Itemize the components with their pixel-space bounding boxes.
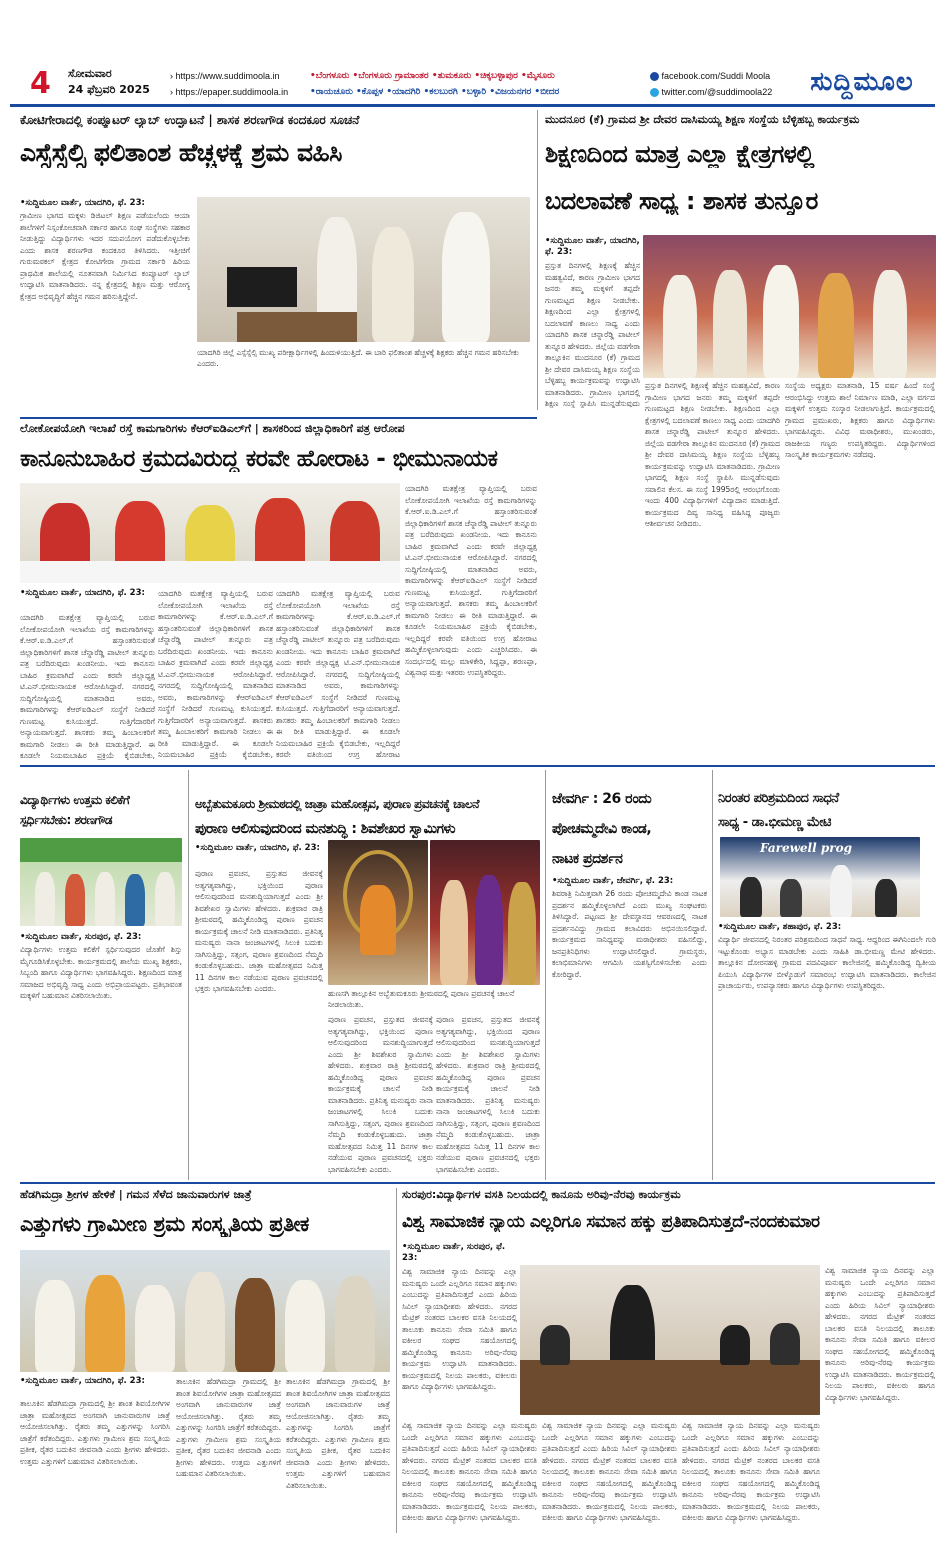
story6-headline-3: ನಾಟಕ ಪ್ರದರ್ಶನ	[552, 851, 623, 867]
story2-byline: •ಸುದ್ದಿಮೂಲ ವಾರ್ತೆ, ಯಾದಗಿರಿ, ಫೆ. 23:	[545, 236, 640, 257]
story5-body-1: ಪುರಾಣ ಪ್ರವಚನ, ಪ್ರಸ್ತುತದ ಜೀವನಕ್ಕೆ ಅತ್ಯಗತ್ಯವಾಗಿದ್ದು, ಭಕ್ತಿಯಿಂದ ಪುರಾಣ ಆಲಿಸುವುದರಿಂದ ಮನಶುದ್ಧಿಯಾಗುತ್ತದೆ ಎಂದು ಶ್ರೀ ಶಿವಶೇಖರ ಸ್ವಾಮಿಗಳು ಹೇಳಿದರು. ಶುಕ್ರವಾರ ರಾತ್ರಿ ಶ್ರೀಮಠದಲ್ಲಿ ಹಮ್ಮಿಕೊಂಡಿದ್ದ ಪುರಾಣ ಪ್ರವಚನ ಕಾರ್ಯಕ್ರಮಕ್ಕೆ ಚಾಲನೆ ನೀಡಿ ಮಾತನಾಡಿದರು. ಪ್ರತಿನಿತ್ಯ ಮನುಷ್ಯರು ನಾನಾ ಜಂಜಾಟಗಳಲ್ಲಿ ಸಿಲುಕಿ ಬದುಕು ಸಾಗಿಸುತ್ತಿದ್ದು, ಸತ್ಸಂಗ, ಪುರಾಣ ಶ್ರವಣದಿಂದ ನೆಮ್ಮದಿ ಕಂಡುಕೊಳ್ಳಬಹುದು. ಜಾತ್ರಾ ಮಹೋತ್ಸವದ ನಿಮಿತ್ತ 11 ದಿನಗಳ ಕಾಲ ನಡೆಯುವ ಪುರಾಣ ಪ್ರವಚನದಲ್ಲಿ ಭಕ್ತರು ಭಾಗವಹಿಸಬೇಕು ಎಂದರು.	[195, 869, 323, 993]
cities-line-2: •ರಾಯಚೂರು •ಕೊಪ್ಪಳ •ಯಾದಗಿರಿ •ಕಲಬುರಗಿ •ಬಳ್ಳಾರಿ •ವಿಜಯನಗರ •ಬೀದರ	[310, 87, 560, 97]
story4-headline: ವಿದ್ಯಾರ್ಥಿಗಳು ಉತ್ತಮ ಕಲಿಕೆಗೆ ಸ್ಪರ್ಧಿಸಬೇಕು: ಶರಣಗೌಡ	[20, 793, 130, 827]
story8-photo	[20, 1250, 390, 1372]
story1-headline: ಎಸ್ಸೆಸ್ಸೆಲ್ಸಿ ಫಲಿತಾಂಶ ಹೆಚ್ಚಳಕ್ಕೆ ಶ್ರಮ ವಹಿಸಿ	[20, 138, 342, 167]
story7-headline-2: ಸಾಧ್ಯ - ಡಾ.ಭೀಮಣ್ಣ ಮೇಟಿ	[718, 815, 831, 830]
facebook-link[interactable]: facebook.com/Suddi Moola	[661, 71, 771, 81]
cities-line-1: •ಬೆಂಗಳೂರು •ಬೆಂಗಳೂರು ಗ್ರಾಮಾಂತರ •ತುಮಕೂರು •ಚಿಕ್ಕಬಳ್ಳಾಪುರ •ಮೈಸೂರು	[310, 71, 555, 81]
twitter-icon	[650, 88, 659, 97]
story6-headline-2: ಪೋಚಮ್ಮದೇವಿ ಕಾಂಡ,	[552, 821, 652, 837]
story2-kicker: ಮುದನೂರ (ಕೆ) ಗ್ರಾಮದ ಶ್ರೀ ದೇವರ ದಾಸಿಮಯ್ಯ ಶಿಕ್ಷಣ ಸಂಸ್ಥೆಯ ಬೆಳ್ಳಿಹಬ್ಬ ಕಾರ್ಯಕ್ರಮ	[545, 113, 860, 126]
story5-body-2: ಪುರಾಣ ಪ್ರವಚನ, ಪ್ರಸ್ತುತದ ಜೀವನಕ್ಕೆ ಅತ್ಯಗತ್ಯವಾಗಿದ್ದು, ಭಕ್ತಿಯಿಂದ ಪುರಾಣ ಆಲಿಸುವುದರಿಂದ ಮನಶುದ್ಧಿಯಾಗುತ್ತದೆ ಎಂದು ಶ್ರೀ ಶಿವಶೇಖರ ಸ್ವಾಮಿಗಳು ಹೇಳಿದರು. ಶುಕ್ರವಾರ ರಾತ್ರಿ ಶ್ರೀಮಠದಲ್ಲಿ ಹಮ್ಮಿಕೊಂಡಿದ್ದ ಪುರಾಣ ಪ್ರವಚನ ಕಾರ್ಯಕ್ರಮಕ್ಕೆ ಚಾಲನೆ ನೀಡಿ ಮಾತನಾಡಿದರು. ಪ್ರತಿನಿತ್ಯ ಮನುಷ್ಯರು ನಾನಾ ಜಂಜಾಟಗಳಲ್ಲಿ ಸಿಲುಕಿ ಬದುಕು ಸಾಗಿಸುತ್ತಿದ್ದು, ಸತ್ಸಂಗ, ಪುರಾಣ ಶ್ರವಣದಿಂದ ನೆಮ್ಮದಿ ಕಂಡುಕೊಳ್ಳಬಹುದು. ಜಾತ್ರಾ ಮಹೋತ್ಸವದ ನಿಮಿತ್ತ 11 ದಿನಗಳ ಕಾಲ ನಡೆಯುವ ಪುರಾಣ ಪ್ರವಚನದಲ್ಲಿ ಭಕ್ತರು ಭಾಗವಹಿಸಬೇಕು ಎಂದರು.	[328, 1015, 433, 1174]
story8-kicker: ಹೆಡಗಿಮದ್ರಾ ಶ್ರೀಗಳ ಹೇಳಿಕೆ | ಗಮನ ಸೆಳೆದ ಜಾನುವಾರುಗಳ ಜಾತ್ರೆ	[20, 1188, 252, 1201]
story5-headline-2: ಪುರಾಣ ಆಲಿಸುವುದರಿಂದ ಮನಶುದ್ಧಿ : ಶಿವಶೇಖರ ಸ್ವಾಮಿಗಳು	[195, 821, 456, 837]
farewell-banner: Farewell prog	[760, 841, 852, 855]
story8-body-3: ತಾಲೂಕಿನ ಹೆಡಗಿಮದ್ರಾ ಗ್ರಾಮದಲ್ಲಿ ಶ್ರೀ ಶಾಂತ ಶಿವಯೋಗಿಗಳ ಜಾತ್ರಾ ಮಹೋತ್ಸವದ ಅಂಗವಾಗಿ ಜಾನುವಾರುಗಳ ಜಾತ್ರೆ ಆಯೋಜಿಸಲಾಗಿತ್ತು. ರೈತರು ತಮ್ಮ ಎತ್ತುಗಳನ್ನು ಸಿಂಗರಿಸಿ ಜಾತ್ರೆಗೆ ಕರೆತಂದಿದ್ದರು. ಎತ್ತುಗಳು ಗ್ರಾಮೀಣ ಶ್ರಮ ಸಂಸ್ಕೃತಿಯ ಪ್ರತೀಕ, ರೈತರ ಬದುಕಿನ ಜೀವನಾಡಿ ಎಂದು ಶ್ರೀಗಳು ಹೇಳಿದರು. ಉತ್ತಮ ಎತ್ತುಗಳಿಗೆ ಬಹುಮಾನ ವಿತರಿಸಲಾಯಿತು.	[286, 1377, 390, 1490]
story1-photo	[197, 197, 530, 342]
page-number: 4	[30, 66, 51, 101]
story9-body-5: ವಿಶ್ವ ಸಾಮಾಜಿಕ ನ್ಯಾಯ ದಿನವನ್ನು ಎಲ್ಲಾ ಮನುಷ್ಯರು ಒಂದೇ ಎಲ್ಲರಿಗೂ ಸಮಾನ ಹಕ್ಕುಗಳು ಎಂಬುದನ್ನು ಪ್ರತಿಪಾದಿಸುತ್ತದೆ ಎಂದು ಹಿರಿಯ ಸಿವಿಲ್ ನ್ಯಾಯಾಧೀಶರು ಹೇಳಿದರು. ನಗರದ ಮೆಟ್ರಿಕ್ ನಂತರದ ಬಾಲಕರ ವಸತಿ ನಿಲಯದಲ್ಲಿ ತಾಲೂಕು ಕಾನೂನು ಸೇವಾ ಸಮಿತಿ ಹಾಗೂ ವಕೀಲರ ಸಂಘದ ಸಹಯೋಗದಲ್ಲಿ ಹಮ್ಮಿಕೊಂಡಿದ್ದ ಕಾನೂನು ಅರಿವು-ನೆರವು ಕಾರ್ಯಕ್ರಮ ಉದ್ಘಾಟಿಸಿ ಮಾತನಾಡಿದರು. ಕಾರ್ಯಕ್ರಮದಲ್ಲಿ ನಿಲಯ ಪಾಲಕರು, ವಕೀಲರು ಹಾಗೂ ವಿದ್ಯಾರ್ಥಿಗಳು ಭಾಗವಹಿಸಿದ್ದರು.	[682, 1421, 820, 1522]
story1-kicker: ಕೋಟಿಗೇರಾದಲ್ಲಿ ಕಂಪ್ಯೂಟರ್ ಲ್ಯಾಬ್ ಉದ್ಘಾಟನೆ | ಶಾಸಕ ಶರಣಗೌಡ ಕಂದಕೂರ ಸೂಚನೆ	[20, 113, 360, 127]
story9-byline: •ಸುದ್ದಿಮೂಲ ವಾರ್ತೆ, ಸುರಪುರ, ಫೆ. 23:	[402, 1242, 506, 1263]
day: ಸೋಮವಾರ	[68, 67, 112, 80]
story6-headline-1: ಜೇವರ್ಗಿ : 26 ರಂದು	[552, 791, 652, 807]
date-block	[68, 66, 150, 98]
story2-body-left: ಪ್ರಸ್ತುತ ದಿನಗಳಲ್ಲಿ ಶಿಕ್ಷಣಕ್ಕೆ ಹೆಚ್ಚಿನ ಮಹತ್ವವಿದೆ, ಕಾರಣ ಗ್ರಾಮೀಣ ಭಾಗದ ಜನರು ತಮ್ಮ ಮಕ್ಕಳಿಗೆ ತಪ್ಪದೇ ಗುಣಮಟ್ಟದ ಶಿಕ್ಷಣ ನೀಡಬೇಕು. ಶಿಕ್ಷಣದಿಂದ ಎಲ್ಲಾ ಕ್ಷೇತ್ರಗಳಲ್ಲಿ ಬದಲಾವಣೆ ಕಾಣಲು ಸಾಧ್ಯ ಎಂದು ಯಾದಗಿರಿ ಶಾಸಕ ಚನ್ನಾರೆಡ್ಡಿ ಪಾಟೀಲ್ ತುನ್ನೂರ ಹೇಳಿದರು. ಜಿಲ್ಲೆಯ ವಡಗೇರಾ ತಾಲ್ಲೂಕಿನ ಮುದನೂರ (ಕೆ) ಗ್ರಾಮದ ಶ್ರೀ ದೇವರ ದಾಸಿಮಯ್ಯ ಶಿಕ್ಷಣ ಸಂಸ್ಥೆಯ ಬೆಳ್ಳಿಹಬ್ಬ ಕಾರ್ಯಕ್ರಮವನ್ನು ಉದ್ಘಾಟಿಸಿ ಮಾತನಾಡಿದರು. ಗ್ರಾಮೀಣ ಭಾಗದಲ್ಲಿ ಶಿಕ್ಷಣ ಸಂಸ್ಥೆ ಸ್ಥಾಪಿಸಿ ಮುನ್ನಡೆಸುವುದು	[545, 261, 640, 408]
masthead-rule	[10, 104, 935, 107]
story9-kicker: ಸುರಪುರ:ವಿದ್ಯಾರ್ಥಿಗಳ ವಸತಿ ನಿಲಯದಲ್ಲಿ ಕಾನೂನು ಅರಿವು-ನೆರವು ಕಾರ್ಯಕ್ರಮ	[402, 1188, 681, 1201]
city-list	[310, 68, 640, 100]
story2-body-right: ಸಂಸ್ಥೆಯ ಅಧ್ಯಕ್ಷರು ಮಾತನಾಡಿ, 15 ವರ್ಷ ಹಿಂದೆ ಸಂಸ್ಥೆ ಆರಂಭಿಸಿದ್ದು ಉತ್ತಮ ಶಾಲೆ ನಿರ್ಮಾಣ ಮಾಡಿ, ಎಲ್ಲಾ ವರ್ಗದ ಮಕ್ಕಳಿಗೆ ಉತ್ತಮ ಸಂಸ್ಕಾರ ನೀಡಲಾಗುತ್ತಿದೆ. ಕಾರ್ಯಕ್ರಮದಲ್ಲಿ ಗ್ರಾಮದ ಪ್ರಮುಖರು, ಶಿಕ್ಷಕರು ಹಾಗೂ ವಿದ್ಯಾರ್ಥಿಗಳು ಭಾಗವಹಿಸಿದ್ದರು. ವಿವಿಧ ಮಠಾಧೀಶರು, ಮುಖಂಡರು, ರಾಜಕೀಯ ಗಣ್ಯರು ಉಪಸ್ಥಿತರಿದ್ದರು. ವಿದ್ಯಾರ್ಥಿಗಳಿಂದ ಸಾಂಸ್ಕೃತಿಕ ಕಾರ್ಯಕ್ರಮಗಳು ನಡೆದವು.	[785, 381, 935, 459]
story1-body: ಗ್ರಾಮೀಣ ಭಾಗದ ಮಕ್ಕಳು ಡಿಜಿಟಲ್ ಶಿಕ್ಷಣ ಪಡೆಯಲೆಂದು ಆಯಾ ಶಾಲೆಗಳಿಗೆ ನಿಸ್ಸಂಕೋಚವಾಗಿ ಸರ್ಕಾರ ಹಾಗೂ ಸಂಘ ಸಂಸ್ಥೆಗಳು ಸಹಕಾರ ನೀಡುತ್ತಿದ್ದು ವಿದ್ಯಾರ್ಥಿಗಳು ಇದರ ಸದುಪಯೋಗ ಪಡೆದುಕೊಳ್ಳಬೇಕು ಎಂದು ಶಾಸಕ ಶರಣಗೌಡ ಕಂದಕೂರ ತಿಳಿಸಿದರು. ಇತ್ತೀಚಿಗೆ ಗುರುಮಠಕಲ್ ಕ್ಷೇತ್ರದ ಕೋಟಿಗೇರಾ ಗ್ರಾಮದ ಸರ್ಕಾರಿ ಹಿರಿಯ ಪ್ರಾಥಮಿಕ ಶಾಲೆಯಲ್ಲಿ ನೂತನವಾಗಿ ನಿರ್ಮಿಸಿದ ಕಂಪ್ಯೂಟರ್ ಲ್ಯಾಬ್ ಉದ್ಘಾಟಿಸಿ ಮಾತನಾಡಿದರು. ನನ್ನ ಕ್ಷೇತ್ರದಲ್ಲಿ ಶಿಕ್ಷಣ ಮತ್ತು ಆರೋಗ್ಯ ಕ್ಷೇತ್ರದ ಅಭಿವೃದ್ಧಿಗೆ ಹೆಚ್ಚಿನ ಗಮನ ಹರಿಸುತ್ತಿದ್ದೇನೆ.	[20, 211, 190, 301]
story9-body-1: ವಿಶ್ವ ಸಾಮಾಜಿಕ ನ್ಯಾಯ ದಿನವನ್ನು ಎಲ್ಲಾ ಮನುಷ್ಯರು ಒಂದೇ ಎಲ್ಲರಿಗೂ ಸಮಾನ ಹಕ್ಕುಗಳು ಎಂಬುದನ್ನು ಪ್ರತಿಪಾದಿಸುತ್ತದೆ ಎಂದು ಹಿರಿಯ ಸಿವಿಲ್ ನ್ಯಾಯಾಧೀಶರು ಹೇಳಿದರು. ನಗರದ ಮೆಟ್ರಿಕ್ ನಂತರದ ಬಾಲಕರ ವಸತಿ ನಿಲಯದಲ್ಲಿ ತಾಲೂಕು ಕಾನೂನು ಸೇವಾ ಸಮಿತಿ ಹಾಗೂ ವಕೀಲರ ಸಂಘದ ಸಹಯೋಗದಲ್ಲಿ ಹಮ್ಮಿಕೊಂಡಿದ್ದ ಕಾನೂನು ಅರಿವು-ನೆರವು ಕಾರ್ಯಕ್ರಮ ಉದ್ಘಾಟಿಸಿ ಮಾತನಾಡಿದರು. ಕಾರ್ಯಕ್ರಮದಲ್ಲಿ ನಿಲಯ ಪಾಲಕರು, ವಕೀಲರು ಹಾಗೂ ವಿದ್ಯಾರ್ಥಿಗಳು ಭಾಗವಹಿಸಿದ್ದರು.	[402, 1267, 517, 1391]
social-links	[650, 68, 772, 100]
chevron-right-icon: ›	[170, 71, 173, 81]
story8-body-1: ತಾಲೂಕಿನ ಹೆಡಗಿಮದ್ರಾ ಗ್ರಾಮದಲ್ಲಿ ಶ್ರೀ ಶಾಂತ ಶಿವಯೋಗಿಗಳ ಜಾತ್ರಾ ಮಹೋತ್ಸವದ ಅಂಗವಾಗಿ ಜಾನುವಾರುಗಳ ಜಾತ್ರೆ ಆಯೋಜಿಸಲಾಗಿತ್ತು. ರೈತರು ತಮ್ಮ ಎತ್ತುಗಳನ್ನು ಸಿಂಗರಿಸಿ ಜಾತ್ರೆಗೆ ಕರೆತಂದಿದ್ದರು. ಎತ್ತುಗಳು ಗ್ರಾಮೀಣ ಶ್ರಮ ಸಂಸ್ಕೃತಿಯ ಪ್ರತೀಕ, ರೈತರ ಬದುಕಿನ ಜೀವನಾಡಿ ಎಂದು ಶ್ರೀಗಳು ಹೇಳಿದರು. ಉತ್ತಮ ಎತ್ತುಗಳಿಗೆ ಬಹುಮಾನ ವಿತರಿಸಲಾಯಿತು.	[20, 1399, 170, 1466]
story9-headline: ವಿಶ್ವ ಸಾಮಾಜಿಕ ನ್ಯಾಯ ಎಲ್ಲರಿಗೂ ಸಮಾನ ಹಕ್ಕು ಪ್ರತಿಪಾದಿಸುತ್ತದೆ-ನಂದಕುಮಾರ	[402, 1212, 820, 1232]
story3-headline: ಕಾನೂನುಬಾಹಿರ ಕ್ರಮದವಿರುದ್ಧ ಕರವೇ ಹೋರಾಟ - ಭೀಮುನಾಯಕ	[20, 446, 498, 472]
story3-kicker: ಲೋಕೋಪಯೋಗಿ ಇಲಾಖೆ ರಸ್ತೆ ಕಾಮಗಾರಿಗಳು ಕೆಆರ್‌ಐಡಿಎಲ್‌ಗೆ | ಶಾಸಕರಿಂದ ಜಿಲ್ಲಾಧಿಕಾರಿಗೆ ಪತ್ರ ಆರೋಪ	[20, 422, 405, 435]
story2-headline-2: ಬದಲಾವಣೆ ಸಾಧ್ಯ : ಶಾಸಕ ತುನ್ನೂರ	[545, 187, 818, 215]
story9-body-4: ವಿಶ್ವ ಸಾಮಾಜಿಕ ನ್ಯಾಯ ದಿನವನ್ನು ಎಲ್ಲಾ ಮನುಷ್ಯರು ಒಂದೇ ಎಲ್ಲರಿಗೂ ಸಮಾನ ಹಕ್ಕುಗಳು ಎಂಬುದನ್ನು ಪ್ರತಿಪಾದಿಸುತ್ತದೆ ಎಂದು ಹಿರಿಯ ಸಿವಿಲ್ ನ್ಯಾಯಾಧೀಶರು ಹೇಳಿದರು. ನಗರದ ಮೆಟ್ರಿಕ್ ನಂತರದ ಬಾಲಕರ ವಸತಿ ನಿಲಯದಲ್ಲಿ ತಾಲೂಕು ಕಾನೂನು ಸೇವಾ ಸಮಿತಿ ಹಾಗೂ ವಕೀಲರ ಸಂಘದ ಸಹಯೋಗದಲ್ಲಿ ಹಮ್ಮಿಕೊಂಡಿದ್ದ ಕಾನೂನು ಅರಿವು-ನೆರವು ಕಾರ್ಯಕ್ರಮ ಉದ್ಘಾಟಿಸಿ ಮಾತನಾಡಿದರು. ಕಾರ್ಯಕ್ರಮದಲ್ಲಿ ನಿಲಯ ಪಾಲಕರು, ವಕೀಲರು ಹಾಗೂ ವಿದ್ಯಾರ್ಥಿಗಳು ಭಾಗವಹಿಸಿದ್ದರು.	[542, 1421, 677, 1522]
story3-photo	[20, 483, 400, 583]
story5-photo-1	[328, 840, 428, 985]
masthead	[10, 62, 935, 102]
story4-photo	[20, 838, 182, 926]
story5-caption: ಹುಣಸಗಿ ತಾಲ್ಲೂಕಿನ ಅಬ್ಬೆತುಮಕೂರು ಶ್ರೀಮಠದಲ್ಲಿ ಪುರಾಣ ಪ್ರವಚನಕ್ಕೆ ಚಾಲನೆ ನೀಡಲಾಯಿತು.	[328, 989, 515, 1009]
facebook-icon	[650, 72, 659, 81]
story1-byline: •ಸುದ್ದಿಮೂಲ ವಾರ್ತೆ, ಯಾದಗಿರಿ, ಫೆ. 23:	[20, 198, 145, 208]
story9-body-2: ವಿಶ್ವ ಸಾಮಾಜಿಕ ನ್ಯಾಯ ದಿನವನ್ನು ಎಲ್ಲಾ ಮನುಷ್ಯರು ಒಂದೇ ಎಲ್ಲರಿಗೂ ಸಮಾನ ಹಕ್ಕುಗಳು ಎಂಬುದನ್ನು ಪ್ರತಿಪಾದಿಸುತ್ತದೆ ಎಂದು ಹಿರಿಯ ಸಿವಿಲ್ ನ್ಯಾಯಾಧೀಶರು ಹೇಳಿದರು. ನಗರದ ಮೆಟ್ರಿಕ್ ನಂತರದ ಬಾಲಕರ ವಸತಿ ನಿಲಯದಲ್ಲಿ ತಾಲೂಕು ಕಾನೂನು ಸೇವಾ ಸಮಿತಿ ಹಾಗೂ ವಕೀಲರ ಸಂಘದ ಸಹಯೋಗದಲ್ಲಿ ಹಮ್ಮಿಕೊಂಡಿದ್ದ ಕಾನೂನು ಅರಿವು-ನೆರವು ಕಾರ್ಯಕ್ರಮ ಉದ್ಘಾಟಿಸಿ ಮಾತನಾಡಿದರು. ಕಾರ್ಯಕ್ರಮದಲ್ಲಿ ನಿಲಯ ಪಾಲಕರು, ವಕೀಲರು ಹಾಗೂ ವಿದ್ಯಾರ್ಥಿಗಳು ಭಾಗವಹಿಸಿದ್ದರು.	[825, 1266, 935, 1402]
story1-caption: ಯಾದಗಿರಿ ಜಿಲ್ಲೆ ಎಸ್ಸೆಸ್ಸೆಲ್ಸಿ ಮುಖ್ಯ ಪರೀಕ್ಷಾರ್ಥಿಗಳಲ್ಲಿ ಹಿಂದುಳಿಯುತ್ತಿದೆ. ಈ ಬಾರಿ ಫಲಿತಾಂಶ ಹೆಚ್ಚಳಕ್ಕೆ ಶಿಕ್ಷಕರು ಹೆಚ್ಚಿನ ಗಮನ ಹರಿಸಬೇಕು ಎಂದರು.	[197, 348, 519, 368]
story5-photo-2	[430, 840, 540, 985]
story9-body-3: ವಿಶ್ವ ಸಾಮಾಜಿಕ ನ್ಯಾಯ ದಿನವನ್ನು ಎಲ್ಲಾ ಮನುಷ್ಯರು ಒಂದೇ ಎಲ್ಲರಿಗೂ ಸಮಾನ ಹಕ್ಕುಗಳು ಎಂಬುದನ್ನು ಪ್ರತಿಪಾದಿಸುತ್ತದೆ ಎಂದು ಹಿರಿಯ ಸಿವಿಲ್ ನ್ಯಾಯಾಧೀಶರು ಹೇಳಿದರು. ನಗರದ ಮೆಟ್ರಿಕ್ ನಂತರದ ಬಾಲಕರ ವಸತಿ ನಿಲಯದಲ್ಲಿ ತಾಲೂಕು ಕಾನೂನು ಸೇವಾ ಸಮಿತಿ ಹಾಗೂ ವಕೀಲರ ಸಂಘದ ಸಹಯೋಗದಲ್ಲಿ ಹಮ್ಮಿಕೊಂಡಿದ್ದ ಕಾನೂನು ಅರಿವು-ನೆರವು ಕಾರ್ಯಕ್ರಮ ಉದ್ಘಾಟಿಸಿ ಮಾತನಾಡಿದರು. ಕಾರ್ಯಕ್ರಮದಲ್ಲಿ ನಿಲಯ ಪಾಲಕರು, ವಕೀಲರು ಹಾಗೂ ವಿದ್ಯಾರ್ಥಿಗಳು ಭಾಗವಹಿಸಿದ್ದರು.	[402, 1421, 537, 1522]
site-links	[170, 68, 288, 100]
date: 24 ಫೆಬ್ರವರಿ 2025	[68, 83, 150, 96]
story4-byline: •ಸುದ್ದಿಮೂಲ ವಾರ್ತೆ, ಸುರಪುರ, ಫೆ. 23:	[20, 932, 142, 942]
twitter-link[interactable]: twitter.com/@suddimoola22	[661, 87, 773, 97]
story8-body-2: ತಾಲೂಕಿನ ಹೆಡಗಿಮದ್ರಾ ಗ್ರಾಮದಲ್ಲಿ ಶ್ರೀ ಶಾಂತ ಶಿವಯೋಗಿಗಳ ಜಾತ್ರಾ ಮಹೋತ್ಸವದ ಅಂಗವಾಗಿ ಜಾನುವಾರುಗಳ ಜಾತ್ರೆ ಆಯೋಜಿಸಲಾಗಿತ್ತು. ರೈತರು ತಮ್ಮ ಎತ್ತುಗಳನ್ನು ಸಿಂಗರಿಸಿ ಜಾತ್ರೆಗೆ ಕರೆತಂದಿದ್ದರು. ಎತ್ತುಗಳು ಗ್ರಾಮೀಣ ಶ್ರಮ ಸಂಸ್ಕೃತಿಯ ಪ್ರತೀಕ, ರೈತರ ಬದುಕಿನ ಜೀವನಾಡಿ ಎಂದು ಶ್ರೀಗಳು ಹೇಳಿದರು. ಉತ್ತಮ ಎತ್ತುಗಳಿಗೆ ಬಹುಮಾನ ವಿತರಿಸಲಾಯಿತು.	[176, 1377, 281, 1478]
epaper-link[interactable]: https://epaper.suddimoola.in	[175, 87, 289, 97]
story5-body-3: ಪುರಾಣ ಪ್ರವಚನ, ಪ್ರಸ್ತುತದ ಜೀವನಕ್ಕೆ ಅತ್ಯಗತ್ಯವಾಗಿದ್ದು, ಭಕ್ತಿಯಿಂದ ಪುರಾಣ ಆಲಿಸುವುದರಿಂದ ಮನಶುದ್ಧಿಯಾಗುತ್ತದೆ ಎಂದು ಶ್ರೀ ಶಿವಶೇಖರ ಸ್ವಾಮಿಗಳು ಹೇಳಿದರು. ಶುಕ್ರವಾರ ರಾತ್ರಿ ಶ್ರೀಮಠದಲ್ಲಿ ಹಮ್ಮಿಕೊಂಡಿದ್ದ ಪುರಾಣ ಪ್ರವಚನ ಕಾರ್ಯಕ್ರಮಕ್ಕೆ ಚಾಲನೆ ನೀಡಿ ಮಾತನಾಡಿದರು. ಪ್ರತಿನಿತ್ಯ ಮನುಷ್ಯರು ನಾನಾ ಜಂಜಾಟಗಳಲ್ಲಿ ಸಿಲುಕಿ ಬದುಕು ಸಾಗಿಸುತ್ತಿದ್ದು, ಸತ್ಸಂಗ, ಪುರಾಣ ಶ್ರವಣದಿಂದ ನೆಮ್ಮದಿ ಕಂಡುಕೊಳ್ಳಬಹುದು. ಜಾತ್ರಾ ಮಹೋತ್ಸವದ ನಿಮಿತ್ತ 11 ದಿನಗಳ ಕಾಲ ನಡೆಯುವ ಪುರಾಣ ಪ್ರವಚನದಲ್ಲಿ ಭಕ್ತರು ಭಾಗವಹಿಸಬೇಕು ಎಂದರು.	[436, 1015, 540, 1174]
story3-byline: •ಸುದ್ದಿಮೂಲ ವಾರ್ತೆ, ಯಾದಗಿರಿ, ಫೆ. 23:	[20, 588, 145, 598]
story7-body: ವಿದ್ಯಾರ್ಥಿ ಜೀವನದಲ್ಲಿ ನಿರಂತರ ಪರಿಶ್ರಮದಿಂದ ಸಾಧನೆ ಸಾಧ್ಯ. ಆದ್ದರಿಂದ ಈಗಿನಿಂದಲೇ ಗುರಿ ಇಟ್ಟುಕೊಂಡು ಅಭ್ಯಾಸ ಮಾಡಬೇಕು ಎಂದು ಸಾಹಿತಿ ಡಾ.ಭೀಮಣ್ಣ ಮೇಟಿ ಹೇಳಿದರು. ತಾಲ್ಲೂಕಿನ ದೋರನಹಳ್ಳಿ ಗ್ರಾಮದ ಪದವಿಪೂರ್ವ ಕಾಲೇಜಿನಲ್ಲಿ ಹಮ್ಮಿಕೊಂಡಿದ್ದ ದ್ವಿತೀಯ ಪಿಯುಸಿ ವಿದ್ಯಾರ್ಥಿಗಳ ಬೀಳ್ಕೊಡುಗೆ ಸಮಾರಂಭ ಉದ್ಘಾಟಿಸಿ ಮಾತನಾಡಿದರು. ಕಾಲೇಜಿನ ಪ್ರಾಚಾರ್ಯರು, ಉಪನ್ಯಾಸಕರು ಹಾಗೂ ವಿದ್ಯಾರ್ಥಿಗಳು ಉಪಸ್ಥಿತರಿದ್ದರು.	[718, 935, 936, 990]
story7-byline: •ಸುದ್ದಿಮೂಲ ವಾರ್ತೆ, ಶಹಾಪುರ, ಫೆ. 23:	[718, 922, 842, 932]
story6-byline: •ಸುದ್ದಿಮೂಲ ವಾರ್ತೆ, ಜೇವರ್ಗಿ, ಫೆ. 23:	[552, 876, 674, 886]
story8-headline: ಎತ್ತುಗಳು ಗ್ರಾಮೀಣ ಶ್ರಮ ಸಂಸ್ಕೃತಿಯ ಪ್ರತೀಕ	[20, 1212, 309, 1236]
story7-headline-1: ನಿರಂತರ ಪರಿಶ್ರಮದಿಂದ ಸಾಧನೆ	[718, 791, 839, 806]
site-link[interactable]: https://www.suddimoola.in	[175, 71, 280, 81]
story2-headline-1: ಶಿಕ್ಷಣದಿಂದ ಮಾತ್ರ ಎಲ್ಲಾ ಕ್ಷೇತ್ರಗಳಲ್ಲಿ	[545, 140, 814, 168]
story3-body-4: ಯಾದಗಿರಿ ಮತಕ್ಷೇತ್ರ ವ್ಯಾಪ್ತಿಯಲ್ಲಿ ಬರುವ ಲೋಕೋಪಯೋಗಿ ಇಲಾಖೆಯ ರಸ್ತೆ ಕಾಮಗಾರಿಗಳನ್ನು ಕೆ.ಆರ್.ಐ.ಡಿ.ಎಲ್.ಗೆ ಹಸ್ತಾಂತರಿಸುವಂತೆ ಜಿಲ್ಲಾಧಿಕಾರಿಗಳಿಗೆ ಶಾಸಕ ಚೆನ್ನಾರೆಡ್ಡಿ ಪಾಟೀಲ್ ತುನ್ನೂರು ಪತ್ರ ಬರೆದಿರುವುದು ಖಂಡನೀಯ. ಇದು ಕಾನೂನು ಬಾಹಿರ ಕ್ರಮವಾಗಿದೆ ಎಂದು ಕರವೇ ಜಿಲ್ಲಾಧ್ಯಕ್ಷ ಟಿ.ಎನ್.ಭೀಮುನಾಯಕ ಆರೋಪಿಸಿದ್ದಾರೆ. ನಗರದಲ್ಲಿ ಸುದ್ದಿಗೋಷ್ಠಿಯಲ್ಲಿ ಮಾತನಾಡಿದ ಅವರು, ಕಾಮಗಾರಿಗಳನ್ನು ಕೆಆರ್‌ಐಡಿಎಲ್ ಸಂಸ್ಥೆಗೆ ನೀಡಿದರೆ ಗುಣಮಟ್ಟ ಕುಸಿಯುತ್ತದೆ. ಗುತ್ತಿಗೆದಾರರಿಗೆ ಅನ್ಯಾಯವಾಗುತ್ತದೆ. ಶಾಸಕರು ತಮ್ಮ ಹಿಂಬಾಲಕರಿಗೆ ಕಾಮಗಾರಿ ನೀಡಲು ಈ ರೀತಿ ಮಾಡುತ್ತಿದ್ದಾರೆ. ಈ ಕೂಡಲೇ ನಿಯಮಬಾಹಿರ ಪ್ರಕ್ರಿಯೆ ಕೈಬಿಡಬೇಕು, ಇಲ್ಲದಿದ್ದರೆ ಕರವೇ ವತಿಯಿಂದ ಉಗ್ರ ಹೋರಾಟ ಹಮ್ಮಿಕೊಳ್ಳಲಾಗುವುದು ಎಂದು ಎಚ್ಚರಿಸಿದರು. ಈ ಸಂದರ್ಭದಲ್ಲಿ ಮಲ್ಲು ಮಾಳಿಕೇರಿ, ಸಿದ್ದಪ್ಪಾ, ಶರಣಪ್ಪಾ, ವಿಶ್ವನಾಥ ಮತ್ತು ಇತರರು ಉಪಸ್ಥಿತರಿದ್ದರು.	[405, 484, 537, 677]
story6-body-1: ಶಿವರಾತ್ರಿ ನಿಮಿತ್ತವಾಗಿ 26 ರಂದು ಪೋಚಮ್ಮದೇವಿ ಕಾಂಡ ನಾಟಕ ಪ್ರದರ್ಶನ ಹಮ್ಮಿಕೊಳ್ಳಲಾಗಿದೆ ಎಂದು ಮುಖ್ಯ ಸಂಘಟಕರು ತಿಳಿಸಿದ್ದಾರೆ. ಪಟ್ಟಣದ ಶ್ರೀ ದೇವಸ್ಥಾನದ ಆವರಣದಲ್ಲಿ ನಾಟಕ ಪ್ರದರ್ಶನವಿದ್ದು ಗ್ರಾಮದ ಕಲಾವಿದರು ಅಭಿನಯಿಸಲಿದ್ದಾರೆ. ಕಾರ್ಯಕ್ರಮದ ಸಾನಿಧ್ಯವನ್ನು ಮಠಾಧೀಶರು ವಹಿಸಲಿದ್ದು, ಜನಪ್ರತಿನಿಧಿಗಳು ಉದ್ಘಾಟಿಸಲಿದ್ದಾರೆ. ಗ್ರಾಮಸ್ಥರು, ಕಲಾಭಿಮಾನಿಗಳು ಆಗಮಿಸಿ ಯಶಸ್ವಿಗೊಳಿಸಬೇಕು ಎಂದು ಕೋರಿದ್ದಾರೆ.	[552, 889, 707, 979]
newspaper-logo: ಸುದ್ದಿಮೂಲ	[782, 62, 942, 102]
story3-body-1: ಯಾದಗಿರಿ ಮತಕ್ಷೇತ್ರ ವ್ಯಾಪ್ತಿಯಲ್ಲಿ ಬರುವ ಲೋಕೋಪಯೋಗಿ ಇಲಾಖೆಯ ರಸ್ತೆ ಕಾಮಗಾರಿಗಳನ್ನು ಕೆ.ಆರ್.ಐ.ಡಿ.ಎಲ್.ಗೆ ಹಸ್ತಾಂತರಿಸುವಂತೆ ಜಿಲ್ಲಾಧಿಕಾರಿಗಳಿಗೆ ಶಾಸಕ ಚೆನ್ನಾರೆಡ್ಡಿ ಪಾಟೀಲ್ ತುನ್ನೂರು ಪತ್ರ ಬರೆದಿರುವುದು ಖಂಡನೀಯ. ಇದು ಕಾನೂನು ಬಾಹಿರ ಕ್ರಮವಾಗಿದೆ ಎಂದು ಕರವೇ ಜಿಲ್ಲಾಧ್ಯಕ್ಷ ಟಿ.ಎನ್.ಭೀಮುನಾಯಕ ಆರೋಪಿಸಿದ್ದಾರೆ. ನಗರದಲ್ಲಿ ಸುದ್ದಿಗೋಷ್ಠಿಯಲ್ಲಿ ಮಾತನಾಡಿದ ಅವರು, ಕಾಮಗಾರಿಗಳನ್ನು ಕೆಆರ್‌ಐಡಿಎಲ್ ಸಂಸ್ಥೆಗೆ ನೀಡಿದರೆ ಗುಣಮಟ್ಟ ಕುಸಿಯುತ್ತದೆ. ಗುತ್ತಿಗೆದಾರರಿಗೆ ಅನ್ಯಾಯವಾಗುತ್ತದೆ. ಶಾಸಕರು ತಮ್ಮ ಹಿಂಬಾಲಕರಿಗೆ ಕಾಮಗಾರಿ ನೀಡಲು ಈ ರೀತಿ ಮಾಡುತ್ತಿದ್ದಾರೆ. ಈ ಕೂಡಲೇ ನಿಯಮಬಾಹಿರ ಪ್ರಕ್ರಿಯೆ ಕೈಬಿಡಬೇಕು,	[20, 613, 155, 760]
story8-byline: •ಸುದ್ದಿಮೂಲ ವಾರ್ತೆ, ಯಾದಗಿರಿ, ಫೆ. 23:	[20, 1376, 145, 1386]
story9-photo	[520, 1265, 820, 1415]
story5-byline: •ಸುದ್ದಿಮೂಲ ವಾರ್ತೆ, ಯಾದಗಿರಿ, ಫೆ. 23:	[195, 843, 320, 853]
story2-photo	[643, 235, 936, 378]
story4-body: ವಿದ್ಯಾರ್ಥಿಗಳು ಉತ್ತಮ ಕಲಿಕೆಗೆ ಸ್ಪರ್ಧಿಸುವುದರ ಜೊತೆಗೆ ಶಿಸ್ತು ಮೈಗೂಡಿಸಿಕೊಳ್ಳಬೇಕು. ಕಾರ್ಯಕ್ರಮದಲ್ಲಿ ಶಾಲೆಯ ಮುಖ್ಯ ಶಿಕ್ಷಕರು, ಸಿಬ್ಬಂದಿ ಹಾಗೂ ವಿದ್ಯಾರ್ಥಿಗಳು ಭಾಗವಹಿಸಿದ್ದರು. ಶಿಕ್ಷಣದಿಂದ ಮಾತ್ರ ಸಮಾಜದ ಅಭಿವೃದ್ಧಿ ಸಾಧ್ಯ ಎಂದು ಅಭಿಪ್ರಾಯಪಟ್ಟರು. ಪ್ರತಿಭಾವಂತ ಮಕ್ಕಳಿಗೆ ಬಹುಮಾನ ವಿತರಿಸಲಾಯಿತು.	[20, 945, 182, 1000]
chevron-right-icon: ›	[170, 87, 173, 97]
story2-body-mid: ಪ್ರಸ್ತುತ ದಿನಗಳಲ್ಲಿ ಶಿಕ್ಷಣಕ್ಕೆ ಹೆಚ್ಚಿನ ಮಹತ್ವವಿದೆ, ಕಾರಣ ಗ್ರಾಮೀಣ ಭಾಗದ ಜನರು ತಮ್ಮ ಮಕ್ಕಳಿಗೆ ತಪ್ಪದೇ ಗುಣಮಟ್ಟದ ಶಿಕ್ಷಣ ನೀಡಬೇಕು. ಶಿಕ್ಷಣದಿಂದ ಎಲ್ಲಾ ಕ್ಷೇತ್ರಗಳಲ್ಲಿ ಬದಲಾವಣೆ ಕಾಣಲು ಸಾಧ್ಯ ಎಂದು ಯಾದಗಿರಿ ಶಾಸಕ ಚನ್ನಾರೆಡ್ಡಿ ಪಾಟೀಲ್ ತುನ್ನೂರ ಹೇಳಿದರು. ಜಿಲ್ಲೆಯ ವಡಗೇರಾ ತಾಲ್ಲೂಕಿನ ಮುದನೂರ (ಕೆ) ಗ್ರಾಮದ ಶ್ರೀ ದೇವರ ದಾಸಿಮಯ್ಯ ಶಿಕ್ಷಣ ಸಂಸ್ಥೆಯ ಬೆಳ್ಳಿಹಬ್ಬ ಕಾರ್ಯಕ್ರಮವನ್ನು ಉದ್ಘಾಟಿಸಿ ಮಾತನಾಡಿದರು. ಗ್ರಾಮೀಣ ಭಾಗದಲ್ಲಿ ಶಿಕ್ಷಣ ಸಂಸ್ಥೆ ಸ್ಥಾಪಿಸಿ ಮುನ್ನಡೆಸುವುದು ಸವಾಲಿನ ಕೆಲಸ. ಈ ಸಂಸ್ಥೆ 1995ರಲ್ಲಿ ಆರಂಭಗೊಂಡು ಇಂದು 400 ವಿದ್ಯಾರ್ಥಿಗಳಿಗೆ ವಿದ್ಯಾದಾನ ಮಾಡುತ್ತಿದೆ. ಕಾರ್ಯಕ್ರಮದ ದಿವ್ಯ ಸಾನಿಧ್ಯ ವಹಿಸಿದ್ದ ಪೂಜ್ಯರು ಆಶೀರ್ವಚನ ನೀಡಿದರು.	[645, 381, 780, 528]
story5-headline-1: ಅಬ್ಬೆತುಮಕೂರು ಶ್ರೀಮಠದಲ್ಲಿ ಜಾತ್ರಾ ಮಹೋತ್ಸವ, ಪುರಾಣ ಪ್ರವಚನಕ್ಕೆ ಚಾಲನೆ	[195, 797, 480, 811]
story7-photo	[720, 837, 920, 917]
story3-body-2: ಯಾದಗಿರಿ ಮತಕ್ಷೇತ್ರ ವ್ಯಾಪ್ತಿಯಲ್ಲಿ ಬರುವ ಲೋಕೋಪಯೋಗಿ ಇಲಾಖೆಯ ರಸ್ತೆ ಕಾಮಗಾರಿಗಳನ್ನು ಕೆ.ಆರ್.ಐ.ಡಿ.ಎಲ್.ಗೆ ಹಸ್ತಾಂತರಿಸುವಂತೆ ಜಿಲ್ಲಾಧಿಕಾರಿಗಳಿಗೆ ಶಾಸಕ ಚೆನ್ನಾರೆಡ್ಡಿ ಪಾಟೀಲ್ ತುನ್ನೂರು ಪತ್ರ ಬರೆದಿರುವುದು ಖಂಡನೀಯ. ಇದು ಕಾನೂನು ಬಾಹಿರ ಕ್ರಮವಾಗಿದೆ ಎಂದು ಕರವೇ ಜಿಲ್ಲಾಧ್ಯಕ್ಷ ಟಿ.ಎನ್.ಭೀಮುನಾಯಕ ಆರೋಪಿಸಿದ್ದಾರೆ. ನಗರದಲ್ಲಿ ಸುದ್ದಿಗೋಷ್ಠಿಯಲ್ಲಿ ಮಾತನಾಡಿದ ಅವರು, ಕಾಮಗಾರಿಗಳನ್ನು ಕೆಆರ್‌ಐಡಿಎಲ್ ಸಂಸ್ಥೆಗೆ ನೀಡಿದರೆ ಗುಣಮಟ್ಟ ಕುಸಿಯುತ್ತದೆ. ಗುತ್ತಿಗೆದಾರರಿಗೆ ಅನ್ಯಾಯವಾಗುತ್ತದೆ. ಶಾಸಕರು ತಮ್ಮ ಹಿಂಬಾಲಕರಿಗೆ ಕಾಮಗಾರಿ ನೀಡಲು ಈ ರೀತಿ ಮಾಡುತ್ತಿದ್ದಾರೆ. ಈ ಕೂಡಲೇ ನಿಯಮಬಾಹಿರ ಪ್ರಕ್ರಿಯೆ ಕೈಬಿಡಬೇಕು,	[158, 589, 273, 759]
story3-body-3: ಯಾದಗಿರಿ ಮತಕ್ಷೇತ್ರ ವ್ಯಾಪ್ತಿಯಲ್ಲಿ ಬರುವ ಲೋಕೋಪಯೋಗಿ ಇಲಾಖೆಯ ರಸ್ತೆ ಕಾಮಗಾರಿಗಳನ್ನು ಕೆ.ಆರ್.ಐ.ಡಿ.ಎಲ್.ಗೆ ಹಸ್ತಾಂತರಿಸುವಂತೆ ಜಿಲ್ಲಾಧಿಕಾರಿಗಳಿಗೆ ಶಾಸಕ ಚೆನ್ನಾರೆಡ್ಡಿ ಪಾಟೀಲ್ ತುನ್ನೂರು ಪತ್ರ ಬರೆದಿರುವುದು ಖಂಡನೀಯ. ಇದು ಕಾನೂನು ಬಾಹಿರ ಕ್ರಮವಾಗಿದೆ ಎಂದು ಕರವೇ ಜಿಲ್ಲಾಧ್ಯಕ್ಷ ಟಿ.ಎನ್.ಭೀಮುನಾಯಕ ಆರೋಪಿಸಿದ್ದಾರೆ. ನಗರದಲ್ಲಿ ಸುದ್ದಿಗೋಷ್ಠಿಯಲ್ಲಿ ಮಾತನಾಡಿದ ಅವರು, ಕಾಮಗಾರಿಗಳನ್ನು ಕೆಆರ್‌ಐಡಿಎಲ್ ಸಂಸ್ಥೆಗೆ ನೀಡಿದರೆ ಗುಣಮಟ್ಟ ಕುಸಿಯುತ್ತದೆ. ಗುತ್ತಿಗೆದಾರರಿಗೆ ಅನ್ಯಾಯವಾಗುತ್ತದೆ. ಶಾಸಕರು ತಮ್ಮ ಹಿಂಬಾಲಕರಿಗೆ ಕಾಮಗಾರಿ ನೀಡಲು ಈ ರೀತಿ ಮಾಡುತ್ತಿದ್ದಾರೆ. ಈ ಕೂಡಲೇ ನಿಯಮಬಾಹಿರ ಪ್ರಕ್ರಿಯೆ ಕೈಬಿಡಬೇಕು, ಇಲ್ಲದಿದ್ದರೆ ಕರವೇ ವತಿಯಿಂದ ಉಗ್ರ ಹೋರಾಟ	[276, 589, 400, 759]
